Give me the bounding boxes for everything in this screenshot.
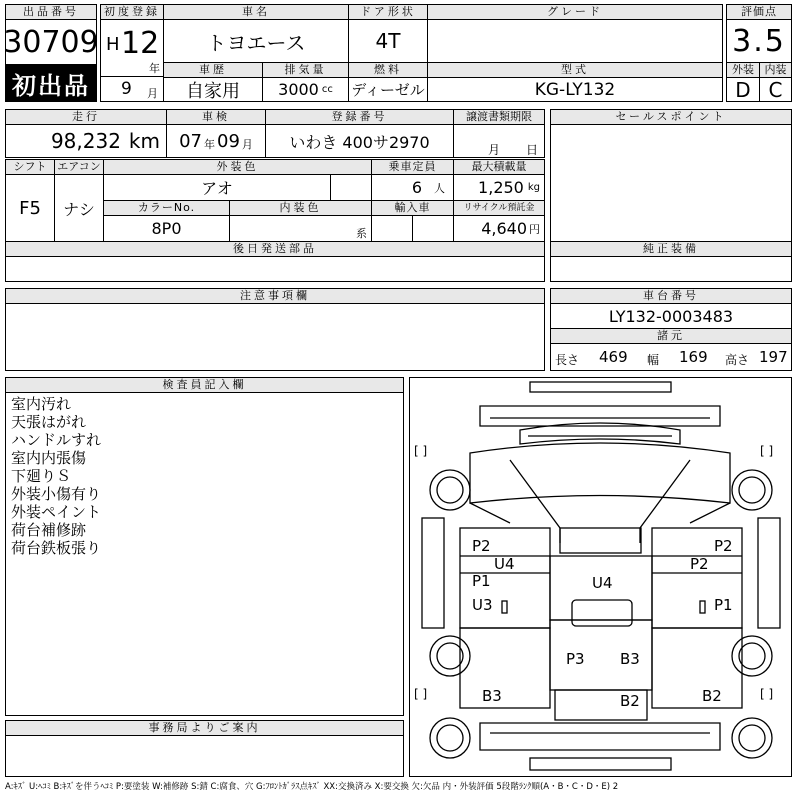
recycle-fee: 4,640 bbox=[481, 219, 527, 238]
int-color-header: 内装色 bbox=[229, 200, 372, 216]
fuel: ディーゼル bbox=[348, 77, 428, 102]
int-color bbox=[229, 215, 372, 242]
caution-area bbox=[5, 303, 545, 371]
right-bed-panel bbox=[652, 628, 742, 708]
office-info-header: 事務局よりご案内 bbox=[5, 720, 404, 736]
caution-header: 注意事項欄 bbox=[5, 288, 545, 304]
right-side-mirror-strip bbox=[758, 518, 780, 628]
wheel-front-right bbox=[732, 470, 772, 510]
import-b bbox=[412, 215, 454, 242]
mileage-header: 走行 bbox=[5, 109, 167, 125]
max-load-header: 最大積載量 bbox=[453, 159, 545, 175]
reg-era: H bbox=[106, 34, 120, 55]
reg-year-unit: 年 bbox=[149, 62, 160, 75]
shift: F5 bbox=[5, 174, 55, 242]
width-label: 幅 bbox=[647, 353, 660, 367]
recycle-header: リサイクル預託金 bbox=[453, 200, 545, 216]
inspection-month-unit: 月 bbox=[241, 138, 253, 151]
score-header: 評価点 bbox=[726, 4, 792, 20]
lot-number: 30709 bbox=[5, 19, 97, 65]
interior-grade: C bbox=[759, 77, 792, 102]
wheel-rear-left bbox=[430, 636, 470, 676]
capacity: 6 bbox=[411, 178, 422, 197]
front-bumper-top bbox=[530, 382, 671, 392]
right-handle bbox=[700, 601, 705, 613]
specs-header: 諸元 bbox=[550, 328, 792, 344]
mark-p2-left: P2 bbox=[472, 537, 491, 555]
later-parts-area bbox=[5, 256, 545, 282]
chassis-number-header: 車台番号 bbox=[550, 288, 792, 304]
inspector-notes bbox=[5, 392, 404, 716]
mark-u4-left: U4 bbox=[494, 555, 515, 573]
mark-p1-right: P1 bbox=[714, 596, 733, 614]
door-type-header: ドア形状 bbox=[348, 4, 428, 20]
inspection-cell bbox=[166, 124, 266, 158]
import-a bbox=[371, 215, 413, 242]
inspection-year-unit: 年 bbox=[204, 138, 215, 151]
mark-u3-left: U3 bbox=[472, 596, 493, 614]
ext-color-header: 外装色 bbox=[103, 159, 372, 175]
mileage: 98,232 bbox=[50, 129, 121, 153]
mark-p1-left: P1 bbox=[472, 572, 491, 590]
height-label: 高さ bbox=[725, 353, 750, 367]
first-registration-month bbox=[100, 76, 164, 102]
transfer-day-unit: 日 bbox=[526, 143, 539, 157]
bracket-rear-left: [ ] bbox=[414, 687, 428, 701]
mark-p2-right-b: P2 bbox=[690, 555, 709, 573]
inspector-note: 外装小傷有り bbox=[11, 485, 102, 503]
rear-bumper bbox=[480, 723, 720, 750]
color-no: 8P0 bbox=[103, 215, 230, 242]
inspector-note: 室内汚れ bbox=[11, 395, 72, 413]
wheel-extra-right bbox=[732, 718, 772, 758]
displacement: 3000 bbox=[278, 80, 319, 99]
car-name: トヨエース bbox=[163, 19, 349, 63]
vehicle-history-header: 車歴 bbox=[163, 62, 263, 78]
reg-month: 9 bbox=[121, 79, 132, 99]
inspection-month: 09 bbox=[217, 130, 240, 152]
length-value: 469 bbox=[599, 348, 628, 366]
mark-b2-right: B2 bbox=[702, 687, 722, 705]
cab-roof bbox=[470, 443, 730, 503]
model-code-header: 型式 bbox=[427, 62, 723, 78]
bracket-rear-right: [ ] bbox=[760, 687, 774, 701]
inspector-note: 室内内張傷 bbox=[11, 449, 87, 467]
rear-bumper-bottom bbox=[530, 758, 671, 770]
exterior-grade: D bbox=[726, 77, 760, 102]
mark-u4-center: U4 bbox=[592, 574, 613, 592]
car-name-header: 車名 bbox=[163, 4, 349, 20]
reg-number-header: 登録番号 bbox=[265, 109, 454, 125]
left-bed-panel bbox=[460, 628, 550, 708]
mark-p3-center: P3 bbox=[566, 650, 585, 668]
door-type: 4T bbox=[348, 19, 428, 63]
recycle-unit: 円 bbox=[529, 222, 540, 236]
genuine-equipment-header: 純正装備 bbox=[550, 241, 792, 257]
lot-number-header: 出品番号 bbox=[5, 4, 97, 20]
mark-b3-left: B3 bbox=[482, 687, 502, 705]
transfer-month-unit: 月 bbox=[488, 143, 501, 157]
max-load-cell bbox=[453, 174, 545, 201]
specs-area bbox=[550, 343, 792, 371]
inspection-year: 07 bbox=[179, 130, 202, 152]
mileage-unit: km bbox=[128, 129, 160, 153]
score: 3.5 bbox=[726, 19, 792, 63]
transfer-deadline bbox=[453, 124, 545, 158]
left-side-mirror-strip bbox=[422, 518, 444, 628]
first-listing-badge: 初出品 bbox=[5, 64, 97, 102]
height-value: 197 bbox=[759, 348, 788, 366]
first-registration-header: 初度登録 bbox=[100, 4, 164, 20]
mileage-cell bbox=[5, 124, 167, 158]
left-handle bbox=[502, 601, 507, 613]
aircon-header: エアコン bbox=[54, 159, 104, 175]
mark-p2-right-a: P2 bbox=[714, 537, 733, 555]
bracket-front-right: [ ] bbox=[760, 444, 774, 458]
inspector-note: ハンドルすれ bbox=[11, 431, 102, 449]
grade bbox=[427, 19, 723, 63]
inspector-note: 天張はがれ bbox=[11, 413, 87, 431]
reg-year: 12 bbox=[121, 26, 160, 61]
capacity-unit: 人 bbox=[434, 181, 445, 195]
inspector-note: 外装ペイント bbox=[11, 503, 102, 521]
interior-header: 内装 bbox=[759, 62, 792, 78]
later-parts-header: 後日発送部品 bbox=[5, 241, 545, 257]
mark-b3-center: B3 bbox=[620, 650, 640, 668]
inspection-header: 車検 bbox=[166, 109, 266, 125]
aircon: ナシ bbox=[54, 174, 104, 242]
length-label: 長さ bbox=[555, 353, 580, 367]
chassis-number: LY132-0003483 bbox=[550, 303, 792, 329]
sales-points-header: セールスポイント bbox=[550, 109, 792, 125]
vehicle-diagram-frame bbox=[409, 377, 792, 777]
displacement-unit: cc bbox=[321, 84, 333, 95]
legend-text: A:ｷｽﾞ U:ﾍｺﾐ B:ｷｽﾞを伴うﾍｺﾐ P:要塗装 W:補修跡 S:錆 C:腐食、穴 G:ﾌﾛﾝﾄｶﾞﾗｽ点ｷｽﾞ XX:交換済み X:要交換 欠:欠品 内・外装評価 5段階ﾗﾝｸ順(A・B・C・D・E) 2 bbox=[5, 782, 619, 792]
grade-header: グレード bbox=[427, 4, 723, 20]
inspector-note: 荷台鉄板張り bbox=[11, 539, 102, 557]
capacity-header: 乗車定員 bbox=[371, 159, 454, 175]
reg-number: いわき 400サ2970 bbox=[265, 124, 454, 158]
model-code: KG-LY132 bbox=[427, 77, 723, 102]
inspector-note: 下廻りＳ bbox=[11, 467, 72, 485]
int-color-suffix: 系 bbox=[356, 227, 367, 240]
shift-header: シフト bbox=[5, 159, 55, 175]
inspector-notes-header: 検査員記入欄 bbox=[5, 377, 404, 393]
width-value: 169 bbox=[679, 348, 708, 366]
displacement-cell bbox=[262, 77, 349, 102]
first-registration-year bbox=[100, 19, 164, 77]
ext-color-extra bbox=[330, 174, 372, 201]
inspector-note: 荷台補修跡 bbox=[11, 521, 87, 539]
displacement-header: 排気量 bbox=[262, 62, 349, 78]
wheel-extra-left bbox=[430, 718, 470, 758]
wheel-rear-right bbox=[732, 636, 772, 676]
recycle-cell bbox=[453, 215, 545, 242]
sales-points-area bbox=[550, 124, 792, 242]
exterior-header: 外装 bbox=[726, 62, 760, 78]
import-header: 輸入車 bbox=[371, 200, 454, 216]
capacity-cell bbox=[371, 174, 454, 201]
office-info-area bbox=[5, 735, 404, 777]
fuel-header: 燃料 bbox=[348, 62, 428, 78]
max-load: 1,250 bbox=[478, 178, 524, 197]
genuine-equipment-area bbox=[550, 256, 792, 282]
max-load-unit: kg bbox=[527, 182, 540, 193]
color-no-header: カラーNo. bbox=[103, 200, 230, 216]
spare-tire-area bbox=[572, 600, 632, 626]
cab-roof-panel bbox=[560, 528, 641, 553]
vehicle-history: 自家用 bbox=[163, 77, 263, 102]
reg-month-unit: 月 bbox=[147, 87, 158, 100]
mark-b2-center: B2 bbox=[620, 692, 640, 710]
transfer-deadline-header: 譲渡書類期限 bbox=[453, 109, 545, 125]
bracket-front-left: [ ] bbox=[414, 444, 428, 458]
ext-color: アオ bbox=[103, 174, 331, 201]
wheel-front-left bbox=[430, 470, 470, 510]
